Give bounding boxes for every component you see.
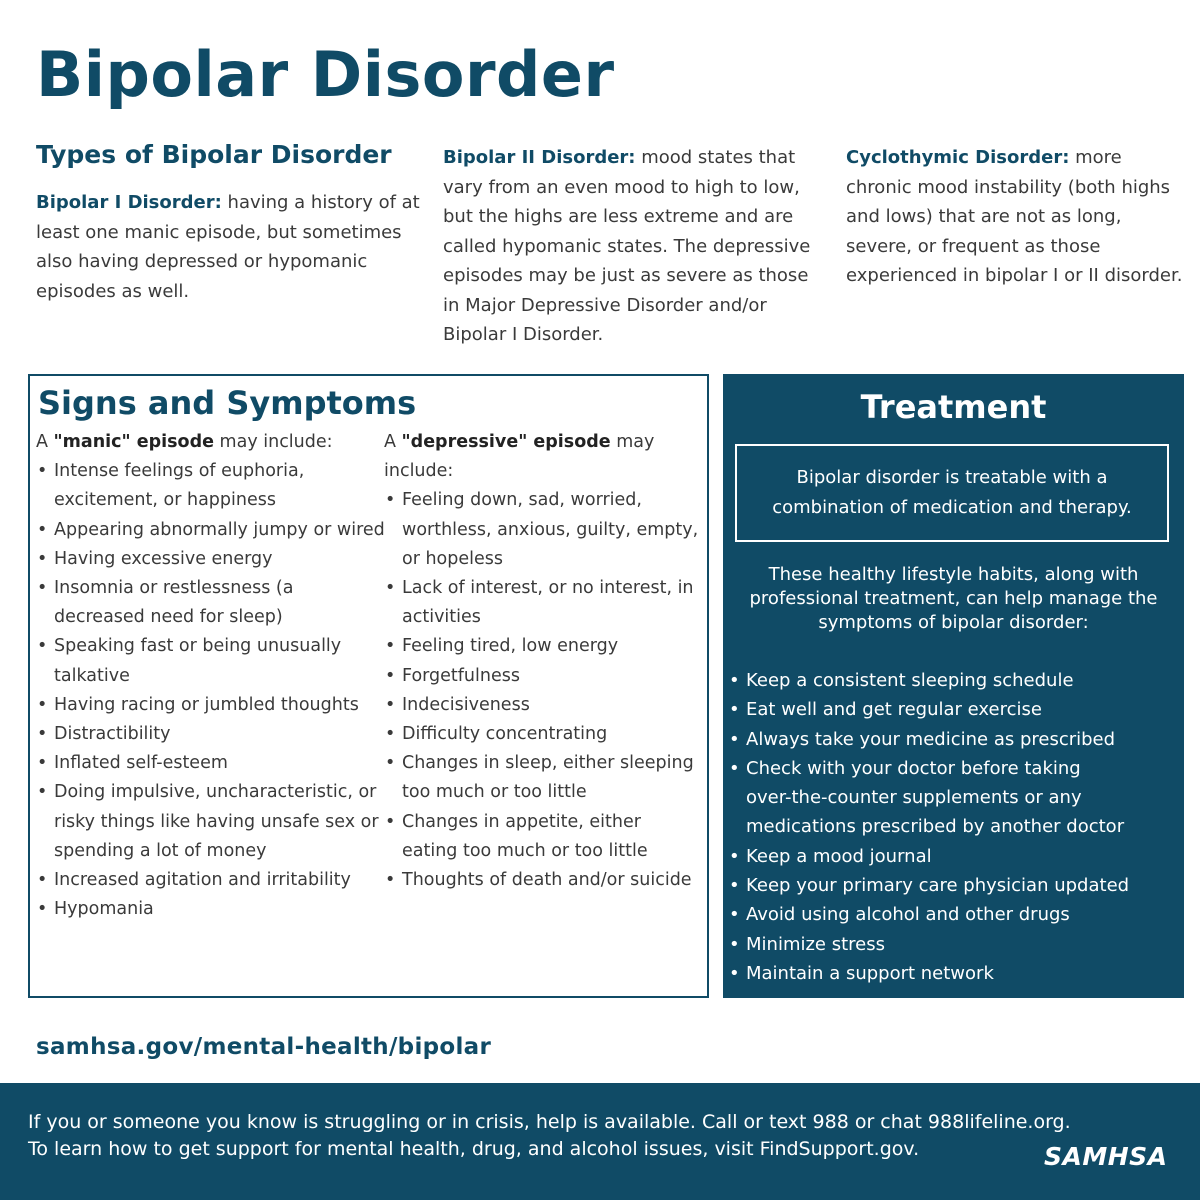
cyclothymic-description	[846, 143, 1186, 291]
list-item: • Avoid using alcohol and other drugs	[727, 900, 1182, 929]
depressive-intro-a: A	[384, 432, 402, 452]
list-item: • Feeling tired, low energy	[384, 632, 699, 661]
list-item-continued: medications prescribed by another doctor	[746, 816, 1125, 838]
list-item: • Keep your primary care physician updated	[727, 871, 1182, 900]
page-title: Bipolar Disorder	[36, 38, 615, 111]
bipolar-1-text: having a history of at least one manic episode, but sometimes also having depressed or hypomanic episodes as well.	[36, 192, 420, 302]
treatment-callout: Bipolar disorder is treatable with a combination of medication and therapy.	[735, 444, 1169, 542]
list-item: • Distractibility	[36, 720, 386, 749]
manic-intro-a: A	[36, 432, 54, 452]
bipolar-2-description	[443, 143, 828, 350]
list-item: • Changes in appetite, either eating too much or too little	[384, 808, 699, 866]
list-item: • Forgetfulness	[384, 662, 699, 691]
list-item: • Keep a mood journal	[727, 842, 1182, 871]
list-item: • Minimize stress	[727, 930, 1182, 959]
depressive-intro-rest: may include:	[384, 432, 655, 482]
list-item: • Increased agitation and irritability	[36, 866, 386, 895]
treatment-intro: These healthy lifestyle habits, along with professional treatment, can help manage the symptoms of bipolar disorder:	[749, 564, 1158, 633]
footer-line-2: To learn how to get support for mental health, drug, and alcohol issues, visit FindSupport.gov.	[28, 1138, 920, 1160]
list-item: • Appearing abnormally jumpy or wired	[36, 516, 386, 545]
list-item: • Indecisiveness	[384, 691, 699, 720]
list-item: • Inflated self-esteem	[36, 749, 386, 778]
depressive-column	[384, 428, 699, 895]
bipolar-1-term: Bipolar I Disorder:	[36, 192, 222, 213]
list-item: • Having racing or jumbled thoughts	[36, 691, 386, 720]
list-item: • Intense feelings of euphoria, excitement, or happiness	[36, 457, 386, 515]
manic-list	[36, 457, 386, 924]
footer-text	[28, 1109, 1071, 1163]
depressive-intro-bold: "depressive" episode	[401, 432, 611, 452]
cyclothymic-term: Cyclothymic Disorder:	[846, 147, 1070, 168]
samhsa-logo: SAMHSA	[1044, 1142, 1168, 1171]
list-item: • Always take your medicine as prescribed	[727, 725, 1182, 754]
treatment-list	[727, 666, 1182, 988]
list-item: • Keep a consistent sleeping schedule	[727, 666, 1182, 695]
list-item: • Lack of interest, or no interest, in activities	[384, 574, 699, 632]
footer-banner	[0, 1083, 1200, 1200]
manic-column	[36, 428, 386, 924]
depressive-list	[384, 486, 699, 895]
list-item: • Difficulty concentrating	[384, 720, 699, 749]
list-item: • Changes in sleep, either sleeping too much or too little	[384, 749, 699, 807]
list-item: • Hypomania	[36, 895, 386, 924]
samhsa-bipolar-link[interactable]: samhsa.gov/mental-health/bipolar	[36, 1034, 492, 1060]
list-item: • Insomnia or restlessness (a decreased need for sleep)	[36, 574, 386, 632]
list-item: • Feeling down, sad, worried, worthless, anxious, guilty, empty, or hopeless	[384, 486, 699, 574]
types-heading: Types of Bipolar Disorder	[36, 140, 392, 169]
manic-intro-bold: "manic" episode	[53, 432, 214, 452]
list-item: • Having excessive energy	[36, 545, 386, 574]
signs-symptoms-box	[28, 374, 709, 998]
list-item: • Eat well and get regular exercise	[727, 695, 1182, 724]
treatment-heading: Treatment	[860, 388, 1047, 426]
depressive-intro	[384, 428, 699, 486]
treatment-box	[723, 374, 1184, 998]
list-item: • Check with your doctor before taking	[727, 754, 1182, 783]
bipolar-2-text: mood states that vary from an even mood to high to low, but the highs are less extreme and are called hypomanic states. The depressive episodes may be just as severe as those in Major Depressive Disorder and/or Bipolar I Disorder.	[443, 147, 811, 345]
list-item: • Speaking fast or being unusually talkative	[36, 632, 386, 690]
bipolar-2-term: Bipolar II Disorder:	[443, 147, 636, 168]
cyclothymic-text: more chronic mood instability (both highs and lows) that are not as long, severe, or frequent as those experienced in bipolar I or II disorder.	[846, 147, 1183, 286]
bipolar-1-description	[36, 188, 426, 306]
list-item-continued: over-the-counter supplements or any	[746, 787, 1082, 809]
signs-heading: Signs and Symptoms	[38, 384, 417, 422]
footer-line-1: If you or someone you know is struggling or in crisis, help is available. Call or text 988 or chat 988lifeline.org.	[28, 1111, 1071, 1133]
list-item: • Thoughts of death and/or suicide	[384, 866, 699, 895]
manic-intro	[36, 428, 386, 457]
list-item: • Doing impulsive, uncharacteristic, or risky things like having unsafe sex or spending a lot of money	[36, 778, 386, 866]
manic-intro-rest: may include:	[213, 432, 333, 452]
list-item: • Maintain a support network	[727, 959, 1182, 988]
